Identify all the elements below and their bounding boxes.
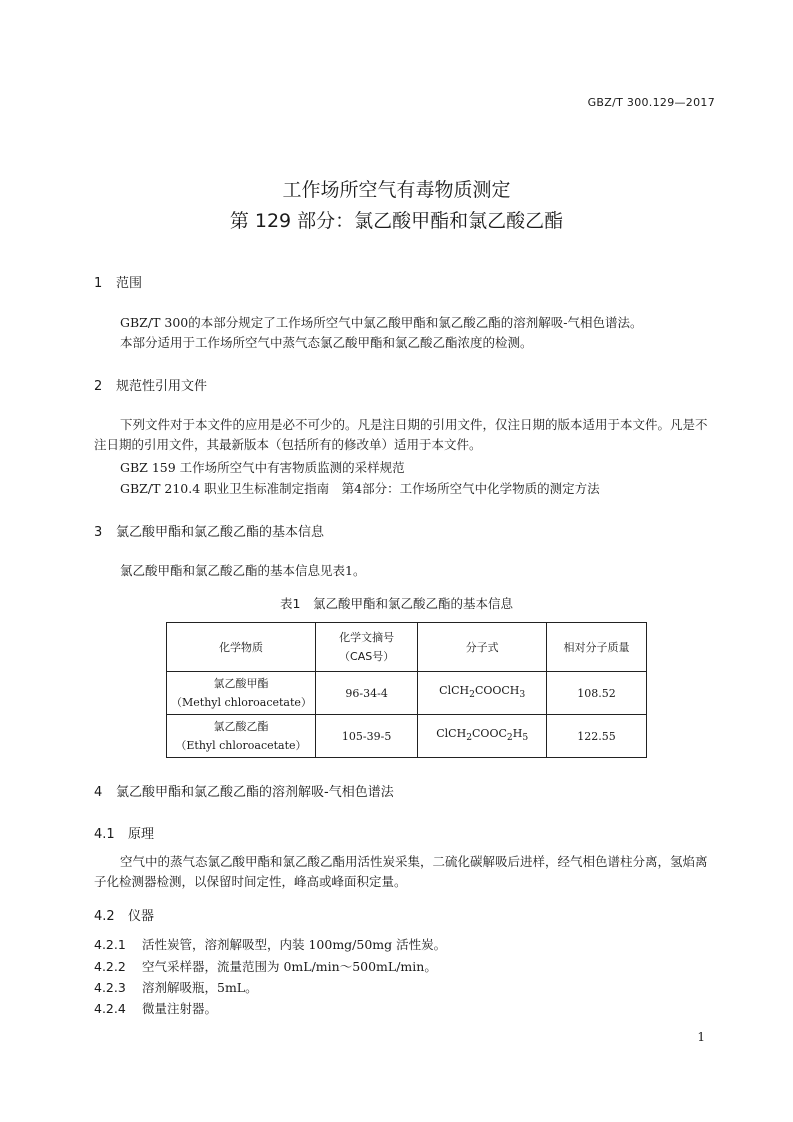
header-substance: 化学物质 — [167, 623, 316, 672]
item-text: 微量注射器。 — [142, 1001, 218, 1016]
section-heading-4 — [94, 781, 394, 800]
formula-part: ClCH — [436, 727, 467, 741]
formula-subscript: 3 — [519, 689, 526, 701]
item-number: 4.2.2 — [94, 959, 126, 974]
page-number: 1 — [697, 1030, 705, 1044]
header-cas — [315, 623, 417, 672]
substance-en-name: （Methyl chloroacetate） — [171, 696, 312, 709]
instrument-item — [94, 978, 258, 996]
cell-cas: 96-34-4 — [315, 672, 417, 715]
paragraph-normative-refs: 下列文件对于本文件的应用是必不可少的。凡是注日期的引用文件，仅注日期的版本适用于本文件。凡是不注日期的引用文件，其最新版本（包括所有的修改单）适用于本文件。 — [94, 417, 708, 452]
header-cas-line1: 化学文摘号 — [339, 631, 395, 644]
subsection-number: 4.1 — [94, 827, 115, 842]
formula-subscript: 2 — [466, 732, 473, 744]
table-caption: 表1 氯乙酸甲酯和氯乙酸乙酯的基本信息 — [280, 596, 513, 611]
reference-gbzt-210-4: GBZ/T 210.4 职业卫生标准制定指南 第4部分：工作场所空气中化学物质的测定方法 — [120, 481, 600, 496]
formula-part: ClCH — [439, 684, 470, 698]
paragraph-scope-2: 本部分适用于工作场所空气中蒸气态氯乙酸甲酯和氯乙酸乙酯浓度的检测。 — [120, 335, 533, 350]
cell-formula — [418, 715, 547, 758]
section-title: 氯乙酸甲酯和氯乙酸乙酯的基本信息 — [116, 525, 325, 540]
substance-cn-name: 氯乙酸甲酯 — [213, 677, 269, 690]
table-row — [167, 715, 647, 758]
header-cas-line2: （CAS号） — [339, 650, 395, 663]
item-text: 活性炭管，溶剂解吸型，内装 100mg/50mg 活性炭。 — [142, 937, 447, 952]
cell-formula — [418, 672, 547, 715]
basic-info-table — [166, 622, 647, 758]
formula-subscript: 5 — [522, 732, 529, 744]
section-heading-3 — [94, 521, 324, 540]
section-heading-2 — [94, 375, 207, 394]
subsection-heading-4-2 — [94, 905, 154, 924]
section-number: 2 — [94, 379, 103, 394]
document-title-line2: 第 129 部分：氯乙酸甲酯和氯乙酸乙酯 — [229, 210, 564, 232]
item-number: 4.2.1 — [94, 937, 126, 952]
item-number: 4.2.3 — [94, 980, 126, 995]
reference-gbz-159: GBZ 159 工作场所空气中有害物质监测的采样规范 — [120, 460, 405, 475]
subsection-heading-4-1 — [94, 823, 154, 842]
cell-mass: 122.55 — [547, 715, 647, 758]
substance-en-name: （Ethyl chloroacetate） — [175, 739, 307, 752]
formula-subscript: 2 — [469, 689, 475, 701]
cell-substance — [167, 672, 316, 715]
section-title: 氯乙酸甲酯和氯乙酸乙酯的溶剂解吸-气相色谱法 — [116, 785, 394, 800]
cell-cas: 105-39-5 — [315, 715, 417, 758]
subsection-title: 原理 — [128, 827, 155, 842]
subsection-number: 4.2 — [94, 909, 115, 924]
item-text: 溶剂解吸瓶，5mL。 — [142, 980, 258, 995]
instrument-item — [94, 935, 446, 953]
section-heading-1 — [94, 272, 142, 291]
formula-subscript: 2 — [506, 732, 513, 744]
item-number: 4.2.4 — [94, 1001, 126, 1016]
table-row — [167, 672, 647, 715]
substance-cn-name: 氯乙酸乙酯 — [213, 720, 269, 733]
section-title: 范围 — [116, 276, 143, 291]
paragraph-principle: 空气中的蒸气态氯乙酸甲酯和氯乙酸乙酯用活性炭采集，二硫化碳解吸后进样，经气相色谱柱分离，氢焰离子化检测器检测，以保留时间定性，峰高或峰面积定量。 — [94, 854, 708, 889]
formula-part: H — [512, 727, 523, 741]
subsection-title: 仪器 — [128, 909, 155, 924]
standard-number: GBZ/T 300.129—2017 — [587, 96, 715, 109]
item-text: 空气采样器，流量范围为 0mL/min～500mL/min。 — [142, 959, 437, 974]
instrument-item — [94, 957, 437, 975]
paragraph-scope-1: GBZ/T 300的本部分规定了工作场所空气中氯乙酸甲酯和氯乙酸乙酯的溶剂解吸-气相色谱法。 — [120, 315, 643, 330]
section-number: 4 — [94, 785, 103, 800]
paragraph-basic-info: 氯乙酸甲酯和氯乙酸乙酯的基本信息见表1。 — [120, 563, 366, 578]
document-title-line1: 工作场所空气有毒物质测定 — [282, 179, 511, 201]
formula-part: COOCH — [474, 684, 520, 698]
table-header-row — [167, 623, 647, 672]
section-title: 规范性引用文件 — [116, 379, 208, 394]
cell-substance — [167, 715, 316, 758]
formula-part: COOC — [472, 727, 507, 741]
section-number: 3 — [94, 525, 103, 540]
header-formula: 分子式 — [418, 623, 547, 672]
header-mass: 相对分子质量 — [547, 623, 647, 672]
section-number: 1 — [94, 276, 103, 291]
cell-mass: 108.52 — [547, 672, 647, 715]
instrument-item — [94, 999, 217, 1017]
